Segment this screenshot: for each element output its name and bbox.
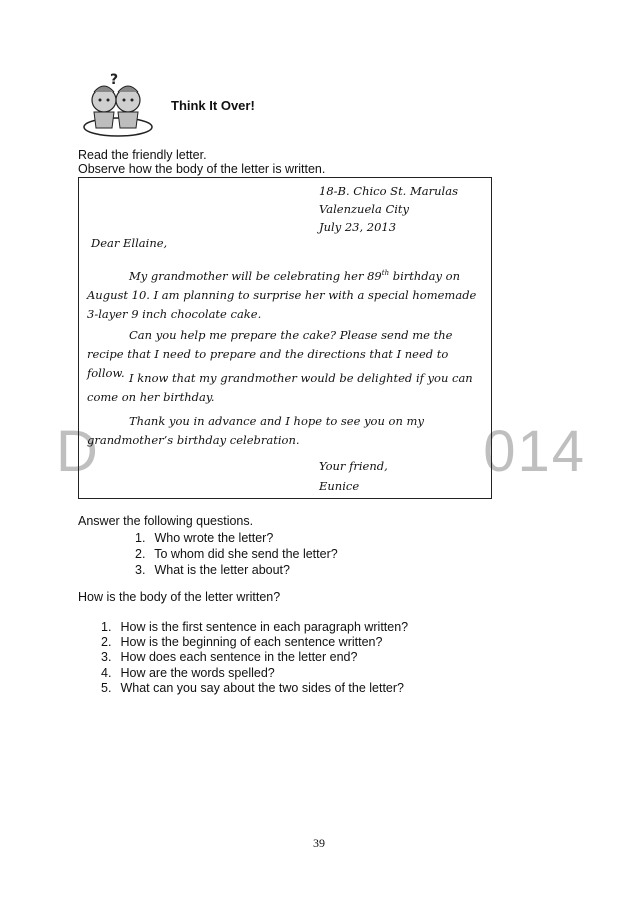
friendly-letter [78, 177, 492, 499]
letter-paragraph-4: Thank you in advance and I hope to see you on my grandmother’s birthday celebration. [87, 414, 424, 447]
item-text: To whom did she send the letter? [154, 547, 338, 561]
heading-city: Valenzuela City [319, 202, 410, 216]
item-text: What can you say about the two sides of the letter? [120, 680, 404, 695]
letter-paragraph-2: Can you help me prepare the cake? Please send me the recipe that I need to prepare and the directions that I need to follow. [87, 328, 453, 380]
letter-closing [319, 456, 388, 496]
list-item [135, 530, 338, 546]
item-text: How is the beginning of each sentence written? [120, 635, 383, 650]
p1-text-a: My grandmother will be celebrating her 89 [129, 268, 382, 283]
list-item [101, 681, 408, 696]
questions-heading: Answer the following questions. [78, 514, 254, 528]
heading-date: July 23, 2013 [319, 220, 397, 234]
letter-paragraph-3: I know that my grandmother would be delighted if you can come on her birthday. [87, 371, 473, 404]
item-number: 3. [101, 650, 112, 665]
item-text: How does each sentence in the letter end? [120, 650, 358, 665]
signature: Eunice [319, 479, 360, 493]
svg-text:?: ? [110, 72, 119, 88]
item-number: 5. [101, 680, 112, 695]
page-number: 39 [313, 836, 325, 850]
intro-line-2: Observe how the body of the letter is written. [78, 162, 326, 176]
list-item [101, 666, 408, 681]
item-text: Who wrote the letter? [154, 531, 274, 545]
item-number: 3. [135, 563, 146, 577]
item-number: 1. [101, 620, 112, 634]
letter-heading [319, 182, 458, 236]
list-item [135, 546, 338, 562]
comprehension-questions [78, 514, 338, 578]
item-text: How are the words spelled? [120, 665, 275, 680]
letter-greeting: Dear Ellaine, [91, 236, 168, 250]
watermark-right: 014 [483, 419, 586, 484]
thinking-children-illustration [76, 70, 156, 138]
item-number: 2. [101, 635, 112, 650]
letter-paragraph-1 [87, 264, 485, 324]
intro-instructions [78, 148, 325, 176]
intro-line-1: Read the friendly letter. [78, 148, 207, 162]
body-questions-list [101, 620, 408, 696]
p1-superscript: th [381, 269, 390, 277]
watermark-left: D [56, 419, 100, 484]
item-number: 4. [101, 665, 112, 680]
item-text: What is the letter about? [154, 563, 290, 577]
body-questions-heading: How is the body of the letter written? [78, 590, 281, 604]
heading-street: 18-B. Chico St. Marulas [319, 184, 458, 198]
list-item [135, 562, 338, 578]
item-number: 1. [135, 531, 146, 545]
item-number: 2. [135, 547, 146, 561]
list-item [101, 620, 408, 635]
list-item [101, 635, 408, 650]
list-item [101, 650, 408, 665]
closing-phrase: Your friend, [319, 459, 388, 473]
section-title: Think It Over! [171, 98, 255, 113]
item-text: How is the first sentence in each paragraph written? [120, 620, 409, 634]
p1-text-b: birthday on August 10. I am planning to surprise her with a special homemade 3-layer 9 inch chocolate cake. [87, 268, 477, 321]
questions-list [135, 530, 338, 578]
